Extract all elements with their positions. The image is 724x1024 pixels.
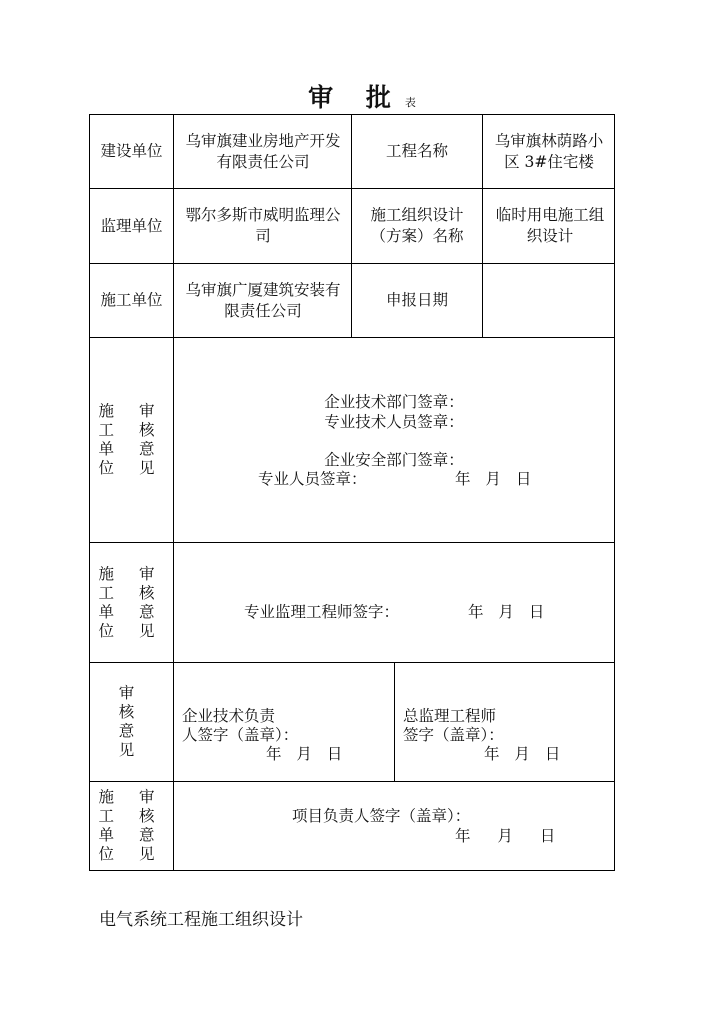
project-review-label xyxy=(90,782,173,870)
staff-seal: 专业人员签章： xyxy=(258,470,367,488)
builder-unit-label: 施工单位 xyxy=(100,291,163,309)
section2-date: 年 月 日 xyxy=(468,603,545,621)
label-line: 施 审 xyxy=(98,788,165,806)
label-line: 审 xyxy=(118,684,145,702)
report-date-value xyxy=(483,264,614,337)
label-line: 位 见 xyxy=(98,621,165,640)
tech-dept-seal: 企业技术部门签章： xyxy=(324,393,464,411)
project-name-label: 工程名称 xyxy=(385,142,448,160)
label-line: 单 意 xyxy=(98,440,165,458)
form-title xyxy=(0,78,724,114)
title-suffix: 表 xyxy=(404,96,416,109)
construction-unit-value: 乌审旗建业房地产开发有限责任公司 xyxy=(185,131,341,171)
chief-engineer-sign-line2: 签字（盖章）： xyxy=(403,726,504,744)
supervision-unit-value: 鄂尔多斯市威明监理公司 xyxy=(185,206,341,245)
section1-date: 年 月 日 xyxy=(455,470,532,488)
project-manager-sign: 项目负责人签字（盖章）： xyxy=(292,807,471,825)
builder-unit-value: 乌审旗广厦建筑安装有限责任公司 xyxy=(185,280,341,320)
label-line: 单 意 xyxy=(98,602,165,621)
design-name-value: 临时用电施工组织设计 xyxy=(495,206,605,245)
label-line: 单 意 xyxy=(98,826,165,844)
construction-unit-label: 建设单位 xyxy=(100,142,163,160)
label-line: 见 xyxy=(118,741,145,759)
title-main: 审 批 xyxy=(308,83,403,112)
report-date-label: 申报日期 xyxy=(385,291,448,309)
engineer-sign: 专业监理工程师签字： xyxy=(244,603,400,621)
section4-date: 年 月 日 xyxy=(455,827,556,845)
tech-lead-date: 年 月 日 xyxy=(266,745,343,763)
label-line: 工 核 xyxy=(98,421,165,439)
builder-review-label xyxy=(90,338,173,542)
label-line: 施 审 xyxy=(98,564,165,583)
chief-engineer-date: 年 月 日 xyxy=(484,745,561,763)
design-name-label: 施工组织设计（方案）名称 xyxy=(370,206,464,245)
label-line: 意 xyxy=(118,722,145,740)
tech-lead-sign-line1: 企业技术负责 xyxy=(182,707,276,725)
label-line: 工 核 xyxy=(98,583,165,602)
tech-staff-seal: 专业技术人员签章： xyxy=(324,413,464,431)
safety-dept-seal: 企业安全部门签章： xyxy=(324,451,464,469)
approval-opinion-label xyxy=(90,663,173,781)
document-footer-title: 电气系统工程施工组织设计 xyxy=(99,910,303,930)
label-line: 位 见 xyxy=(98,845,165,863)
chief-engineer-sign-line1: 总监理工程师 xyxy=(403,707,497,725)
label-line: 核 xyxy=(118,703,145,721)
supervision-unit-label: 监理单位 xyxy=(100,216,163,235)
label-line: 工 核 xyxy=(98,807,165,825)
supervisor-review-label xyxy=(90,543,173,662)
tech-lead-sign-line2: 人签字（盖章）： xyxy=(182,726,299,744)
label-line: 施 审 xyxy=(98,402,165,420)
label-line: 位 见 xyxy=(98,459,165,477)
project-name-value: 乌审旗林荫路小区 3#住宅楼 xyxy=(494,131,604,171)
